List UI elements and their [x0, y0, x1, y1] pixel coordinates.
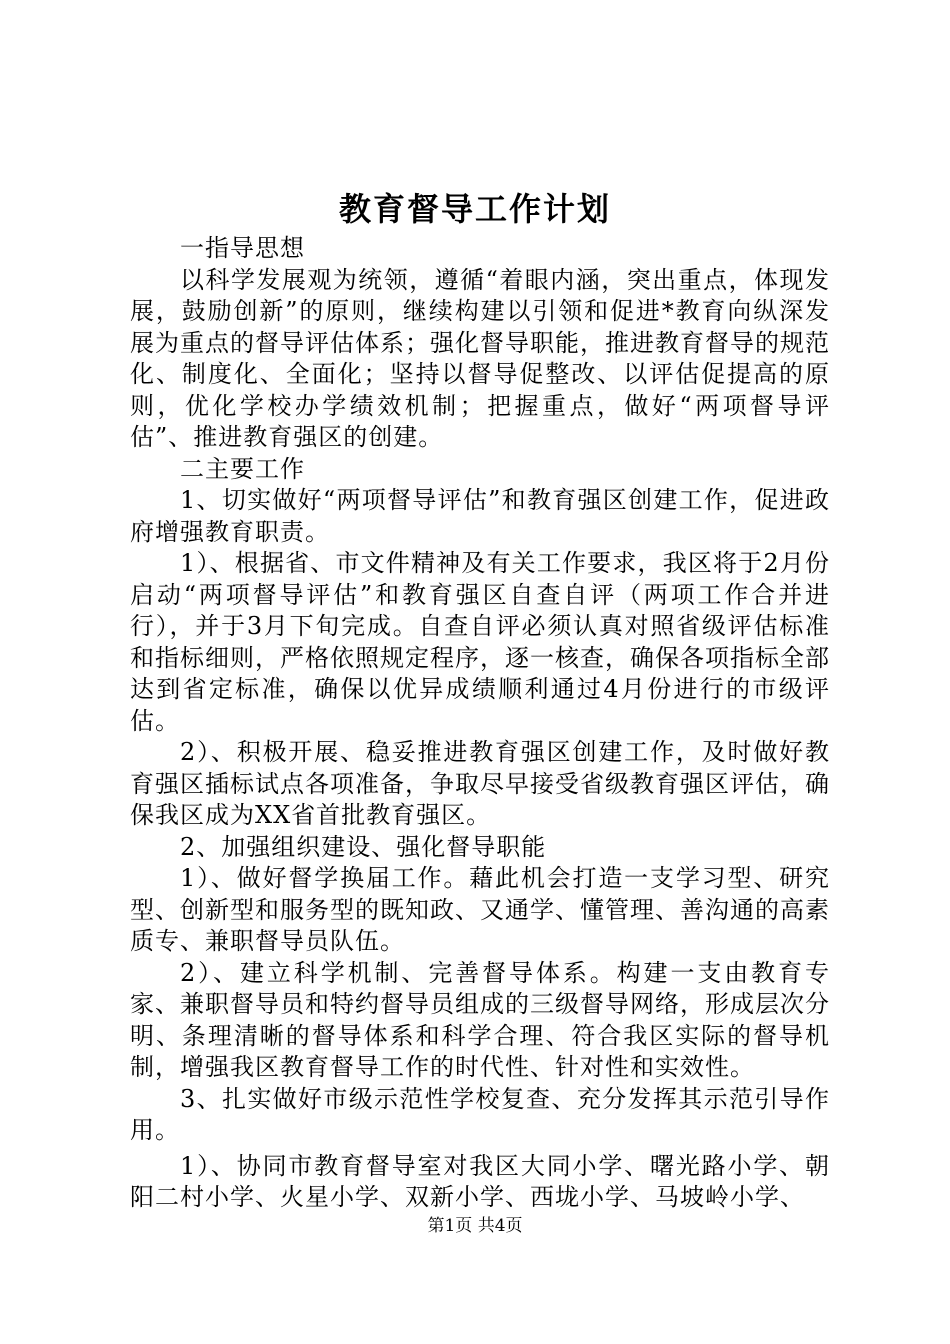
item-2-2: 2）、建立科学机制、完善督导体系。构建一支由教育专家、兼职督导员和特约督导员组成的三级督导网络，形成层次分明、条理清晰的督导体系和科学合理、符合我区实际的督导机制，增强我区教育督导工作的时代性、针对性和实效性。 — [130, 958, 830, 1081]
item-2-1: 1）、做好督学换届工作。藉此机会打造一支学习型、研究型、创新型和服务型的既知政、又通学、懂管理、善沟通的高素质专、兼职督导员队伍。 — [130, 864, 830, 955]
heading-guiding-ideology: 一指导思想 — [180, 234, 305, 262]
item-1: 1、切实做好“两项督导评估”和教育强区创建工作，促进政府增强教育职责。 — [130, 486, 830, 546]
item-3-1: 1）、协同市教育督导室对我区大同小学、曙光路小学、朝阳二村小学、火星小学、双新小学、西垅小学、马坡岭小学、 — [130, 1151, 830, 1211]
heading-main-work: 二主要工作 — [180, 454, 305, 483]
page-number: 第1页 共4页 — [427, 1216, 523, 1236]
item-2: 2、加强组织建设、强化督导职能 — [180, 832, 547, 861]
item-1-2: 2）、积极开展、稳妥推进教育强区创建工作，及时做好教育强区插标试点各项准备，争取尽早接受省级教育强区评估，确保我区成为XX省首批教育强区。 — [130, 738, 830, 829]
document-title: 教育督导工作计划 — [338, 190, 611, 228]
item-3: 3、扎实做好市级示范性学校复查、充分发挥其示范引导作用。 — [130, 1084, 830, 1144]
document-body — [130, 233, 830, 1214]
paragraph-guiding-ideology: 以科学发展观为统领，遵循“着眼内涵，突出重点，体现发展，鼓励创新”的原则，继续构建以引领和促进*教育向纵深发展为重点的督导评估体系；强化督导职能，推进教育督导的规范化、制度化、全面化；坚持以督导促整改、以评估促提高的原则，优化学校办学绩效机制；把握重点，做好“两项督导评估”、推进教育强区的创建。 — [130, 265, 830, 451]
item-1-1: 1）、根据省、市文件精神及有关工作要求，我区将于2月份启动“两项督导评估”和教育强区自查自评（两项工作合并进行），并于3月下旬完成。自查自评必须认真对照省级评估标准和指标细则，严格依照规定程序，逐一核查，确保各项指标全部达到省定标准，确保以优异成绩顺利通过4月份进行的市级评估。 — [130, 549, 830, 735]
